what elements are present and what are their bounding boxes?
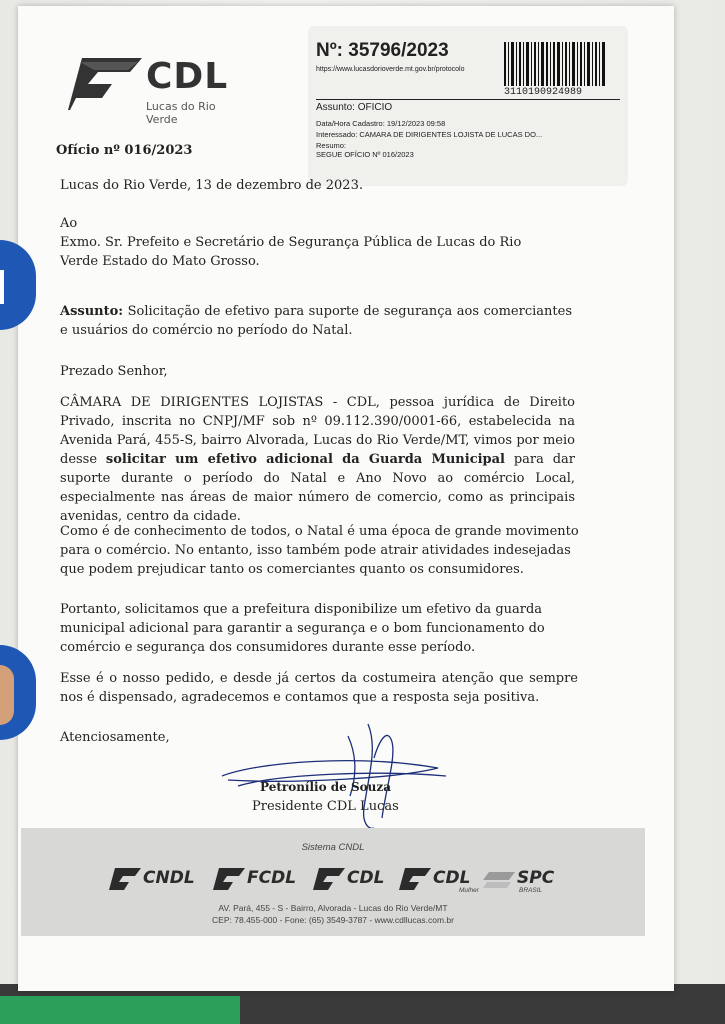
letter-reference: Ofício nº 016/2023 (56, 143, 193, 158)
stamp-divider (316, 99, 620, 100)
paragraph-1-bold: solicitar um efetivo adicional da Guarda Municipal (105, 452, 505, 467)
brand-spc-label: SPC (517, 868, 555, 888)
signer-role: Presidente CDL Lucas (252, 799, 399, 814)
paragraph-1-start: CÂMARA DE DIRIGENTES LOJISTAS - CDL, pessoa jurídica de Direito Privado, inscrita no CNPJ/MF sob nº 09.112.390/0001-66, estabelecida na Avenida Pará, 455-S, bairro Alvorada, Lucas do Rio Verde/MT, vimos por meio desse (60, 395, 575, 467)
brand-cdl (313, 866, 403, 892)
barcode-number: 3110190924989 (504, 87, 583, 98)
letter-subject (60, 302, 572, 340)
footer-band (21, 828, 645, 936)
logo-name: CDL (146, 56, 229, 97)
brand-cndl-label: CNDL (143, 868, 195, 888)
letter-paragraph-1 (60, 393, 575, 526)
stamp-summary: SEGUE OFÍCIO Nº 016/2023 (316, 150, 414, 159)
letter-date: Lucas do Rio Verde, 13 de dezembro de 2023. (60, 178, 363, 193)
fcdl-logo-icon (213, 868, 245, 890)
footer-address: AV. Pará, 455 - S - Bairro, Alvorada - Lucas do Rio Verde/MT (218, 903, 448, 913)
signature-scribble-icon (218, 718, 448, 838)
stamp-interested: Interessado: CAMARA DE DIRIGENTES LOJISTA DE LUCAS DO... (316, 130, 543, 139)
cdl-mulher-logo-icon (399, 868, 431, 890)
cdl-small-logo-icon (313, 868, 345, 890)
brand-cdl-mulher-sub: Mulher (459, 887, 479, 894)
letter-closing: Atenciosamente, (60, 730, 170, 745)
protocol-url: https://www.lucasdorioverde.mt.gov.br/protocolo (316, 66, 465, 73)
letter-page (18, 6, 674, 991)
subject-text: Solicitação de efetivo para suporte de segurança aos comerciantes e usuários do comércio no período do Natal. (60, 304, 572, 338)
paragraph-1-end: para dar suporte durante o período do Natal e Ano Novo ao comércio Local, especialmente nas áreas de maior número de comercio, como as principais avenidas, centro da cidade. (60, 452, 576, 524)
brand-cdl-mulher (399, 866, 489, 892)
brand-cdl-mulher-label: CDL (433, 868, 471, 888)
protocol-stamp (308, 26, 628, 186)
brand-spc (483, 866, 573, 892)
brand-spc-sub: BRASIL (519, 887, 543, 894)
green-folder (0, 996, 240, 1024)
cndl-logo-icon (109, 868, 141, 890)
stamp-summary-label: Resumo: (316, 141, 347, 150)
letter-paragraph-3: Portanto, solicitamos que a prefeitura disponibilize um efetivo da guarda municipal adicional para garantir a segurança e o bom funcionamento do comércio e segurança dos consumidores durante esse período. (60, 602, 545, 655)
letter-recipient: Exmo. Sr. Prefeito e Secretário de Segurança Pública de Lucas do Rio Verde Estado do Mato Grosso. (60, 235, 522, 269)
spc-logo-icon (483, 868, 515, 890)
brand-cndl (109, 866, 209, 892)
stamp-subject: Assunto: OFICIO (316, 102, 393, 113)
signer-name: Petronílio de Souza (260, 780, 391, 794)
finger (0, 665, 14, 725)
brand-fcdl-label: FCDL (247, 868, 297, 888)
footer-address-block (21, 902, 645, 926)
footer-contact: CEP: 78.455-000 - Fone: (65) 3549-3787 - www.cdllucas.com.br (212, 915, 454, 925)
barcode-icon (504, 42, 606, 86)
subject-label: Assunto: (60, 304, 124, 319)
letter-to: Ao (60, 216, 78, 231)
letter-paragraph-2: Como é de conhecimento de todos, o Natal é uma época de grande movimento para o comércio. No entanto, isso também pode atrair atividades indesejadas que podem prejudicar tanto os comerciantes quanto os consumidores. (60, 524, 579, 577)
brand-cdl-label: CDL (347, 868, 385, 888)
logo-city: Lucas do Rio Verde (146, 100, 216, 126)
stamp-date: Data/Hora Cadastro: 19/12/2023 09:58 (316, 119, 446, 128)
letter-paragraph-4: Esse é o nosso pedido, e desde já certos da costumeira atenção que sempre nos é dispensado, agradecemos e contamos que a resposta seja positiva. (60, 671, 578, 705)
letter-greeting: Prezado Senhor, (60, 364, 168, 379)
cdl-logo-icon (68, 54, 144, 114)
footer-system: Sistema CNDL (301, 842, 365, 853)
cdl-logo (68, 54, 238, 124)
brand-fcdl (213, 866, 313, 892)
protocol-number: Nº: 35796/2023 (316, 40, 449, 61)
